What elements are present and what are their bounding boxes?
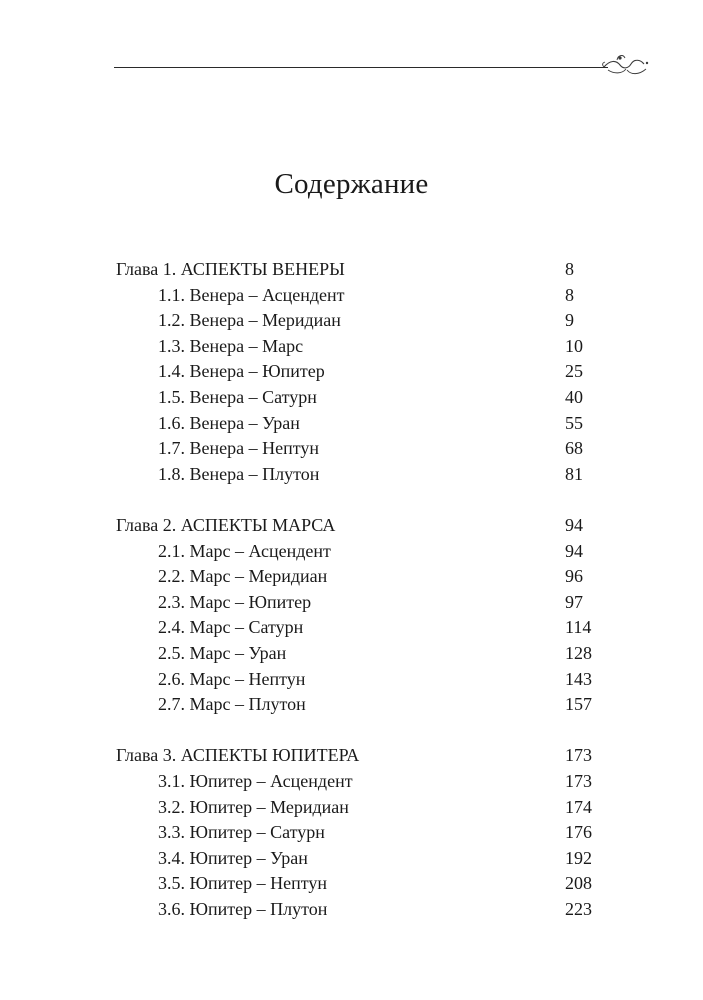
toc-entry-label: 1.7. Венера – Нептун bbox=[158, 438, 319, 459]
toc-page-number: 96 bbox=[565, 566, 583, 587]
table-of-contents bbox=[116, 257, 596, 948]
toc-page-number: 68 bbox=[565, 438, 583, 459]
toc-section-entry[interactable] bbox=[116, 692, 596, 718]
toc-section-entry[interactable] bbox=[116, 539, 596, 565]
toc-page-number: 157 bbox=[565, 694, 592, 715]
toc-chapter-entry[interactable] bbox=[116, 743, 596, 769]
toc-page-number: 223 bbox=[565, 899, 592, 920]
toc-section-entry[interactable] bbox=[116, 436, 596, 462]
toc-entry-label: 3.6. Юпитер – Плутон bbox=[158, 899, 328, 920]
toc-entry-label: 3.4. Юпитер – Уран bbox=[158, 847, 308, 868]
toc-entry-label: 3.1. Юпитер – Асцендент bbox=[158, 771, 353, 792]
toc-section-entry[interactable] bbox=[116, 846, 596, 872]
toc-entry-label: 1.3. Венера – Марс bbox=[158, 335, 304, 356]
toc-section-entry[interactable] bbox=[116, 385, 596, 411]
toc-section-entry[interactable] bbox=[116, 897, 596, 923]
toc-page-number: 173 bbox=[565, 771, 592, 792]
toc-page-number: 143 bbox=[565, 668, 592, 689]
toc-entry-label: 3.5. Юпитер – Нептун bbox=[158, 873, 328, 894]
toc-entry-label: 2.1. Марс – Асцендент bbox=[158, 540, 331, 561]
toc-page-number: 97 bbox=[565, 591, 583, 612]
toc-page-number: 25 bbox=[565, 361, 583, 382]
toc-entry-label: 1.2. Венера – Меридиан bbox=[158, 310, 341, 331]
toc-page-number: 176 bbox=[565, 822, 592, 843]
toc-entry-label: 2.6. Марс – Нептун bbox=[158, 668, 306, 689]
toc-page-number: 10 bbox=[565, 335, 583, 356]
toc-page-number: 173 bbox=[565, 745, 592, 766]
toc-section-entry[interactable] bbox=[116, 308, 596, 334]
toc-entry-label: 3.2. Юпитер – Меридиан bbox=[158, 796, 349, 817]
toc-entry-label: 1.8. Венера – Плутон bbox=[158, 463, 320, 484]
toc-section-entry[interactable] bbox=[116, 667, 596, 693]
toc-page-number: 208 bbox=[565, 873, 592, 894]
toc-section-entry[interactable] bbox=[116, 641, 596, 667]
toc-page-number: 94 bbox=[565, 540, 583, 561]
toc-section-entry[interactable] bbox=[116, 795, 596, 821]
toc-section-entry[interactable] bbox=[116, 590, 596, 616]
toc-entry-label: 2.3. Марс – Юпитер bbox=[158, 591, 312, 612]
toc-chapter-entry[interactable] bbox=[116, 257, 596, 283]
toc-page-number: 55 bbox=[565, 412, 583, 433]
toc-entry-label: 2.5. Марс – Уран bbox=[158, 643, 287, 663]
toc-section-entry[interactable] bbox=[116, 283, 596, 309]
toc-entry-label: Глава 1. АСПЕКТЫ ВЕНЕРЫ bbox=[116, 259, 345, 279]
toc-page-number: 174 bbox=[565, 796, 592, 817]
toc-entry-label: 1.5. Венера – Сатурн bbox=[158, 386, 317, 407]
flourish-ornament-icon bbox=[600, 50, 652, 80]
toc-page-number: 81 bbox=[565, 463, 583, 484]
toc-entry-label: Глава 2. АСПЕКТЫ МАРСА bbox=[116, 515, 336, 536]
toc-page-number: 94 bbox=[565, 515, 583, 536]
header-rule bbox=[114, 67, 608, 68]
toc-page-number: 40 bbox=[565, 386, 583, 407]
toc-page-number: 9 bbox=[565, 310, 574, 331]
toc-section-entry[interactable] bbox=[116, 462, 596, 488]
toc-page-number: 8 bbox=[565, 259, 574, 279]
toc-entry-label: 1.4. Венера – Юпитер bbox=[158, 361, 325, 382]
toc-section-entry[interactable] bbox=[116, 411, 596, 437]
toc-page-number: 114 bbox=[565, 617, 592, 638]
toc-section-entry[interactable] bbox=[116, 769, 596, 795]
toc-section-entry[interactable] bbox=[116, 359, 596, 385]
toc-entry-label: 2.7. Марс – Плутон bbox=[158, 694, 306, 715]
toc-chapter-entry[interactable] bbox=[116, 513, 596, 539]
toc-chapter-1 bbox=[116, 257, 596, 487]
toc-entry-label: Глава 3. АСПЕКТЫ ЮПИТЕРА bbox=[116, 745, 360, 766]
toc-entry-label: 1.1. Венера – Асцендент bbox=[158, 284, 345, 305]
page-title: Содержание bbox=[274, 168, 429, 200]
toc-entry-label: 2.2. Марс – Меридиан bbox=[158, 566, 328, 587]
toc-section-entry[interactable] bbox=[116, 871, 596, 897]
toc-entry-label: 3.3. Юпитер – Сатурн bbox=[158, 822, 325, 843]
toc-section-entry[interactable] bbox=[116, 820, 596, 846]
toc-entry-label: 2.4. Марс – Сатурн bbox=[158, 617, 304, 638]
toc-chapter-3 bbox=[116, 743, 596, 922]
toc-section-entry[interactable] bbox=[116, 615, 596, 641]
toc-chapter-2 bbox=[116, 513, 596, 718]
toc-entry-label: 1.6. Венера – Уран bbox=[158, 412, 300, 433]
toc-section-entry[interactable] bbox=[116, 334, 596, 360]
toc-page-number: 8 bbox=[565, 284, 574, 305]
toc-page-number: 128 bbox=[565, 643, 592, 663]
toc-section-entry[interactable] bbox=[116, 564, 596, 590]
toc-page-number: 192 bbox=[565, 847, 592, 868]
